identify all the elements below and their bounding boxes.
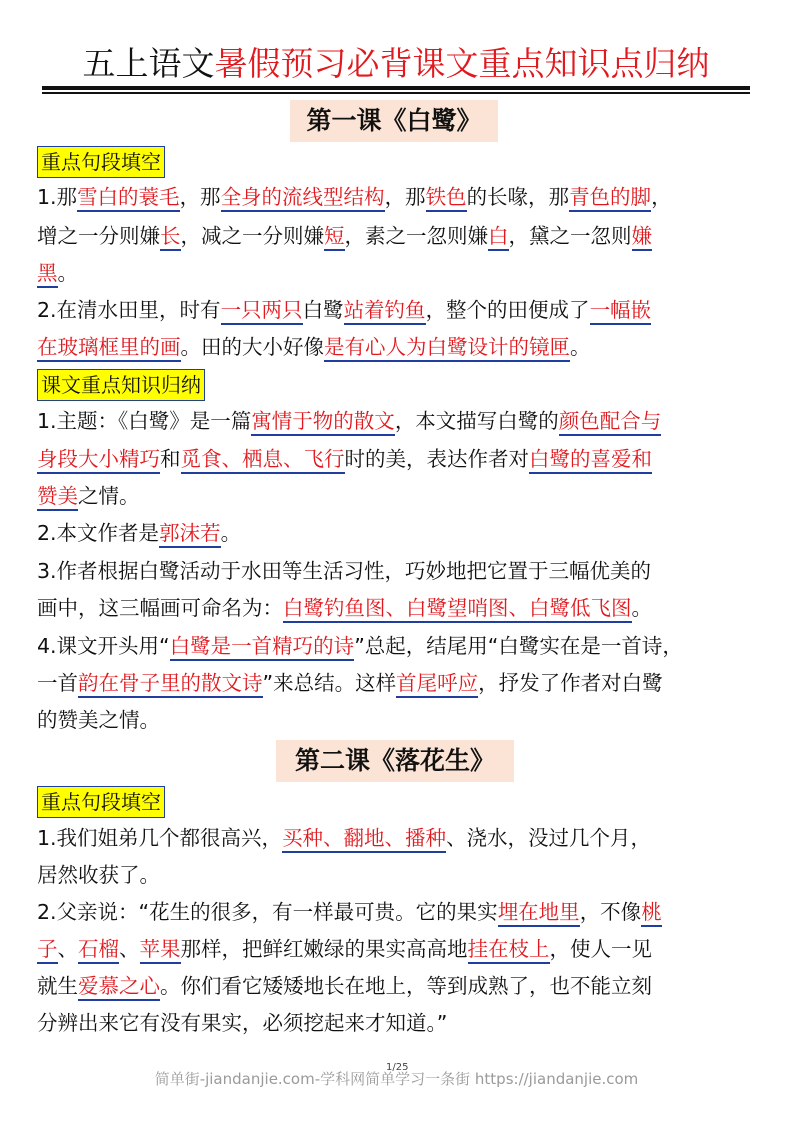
text-segment: 和 — [160, 447, 181, 471]
text-segment: 。田的大小好像 — [180, 335, 324, 359]
lesson-heading: 第二课《落花生》 — [276, 740, 514, 782]
highlighted-answer: 白鹭的喜爱和 — [529, 447, 652, 474]
text-segment: 1.那 — [37, 185, 78, 209]
text-segment: 增之一分则嫌 — [37, 224, 160, 248]
highlighted-answer: 首尾呼应 — [396, 671, 478, 698]
page-number: 1/25 — [386, 1062, 409, 1073]
text-line — [37, 406, 661, 436]
text-segment: 分辨出来它有没有果实，必须挖起来才知道。” — [37, 1011, 448, 1035]
text-segment: 、浇水，没过几个月， — [446, 826, 652, 850]
text-line — [37, 593, 652, 623]
highlighted-answer: 苹果 — [140, 937, 181, 964]
text-line — [37, 823, 651, 853]
highlighted-answer: 白鹭钓鱼图、白鹭望哨图、白鹭低飞图 — [283, 596, 632, 623]
highlighted-answer: 站着钓鱼 — [344, 298, 426, 325]
text-segment: 那样，把鲜红嫩绿的果实高高地 — [180, 937, 468, 961]
highlighted-answer: 铁色 — [426, 185, 467, 212]
highlighted-answer: 颜色配合与 — [559, 409, 662, 436]
text-segment: ”来总结。这样 — [262, 671, 397, 695]
highlighted-answer: 赞美 — [37, 484, 78, 511]
title-rule-thick — [42, 86, 750, 90]
highlighted-answer: 石榴 — [78, 937, 119, 964]
lesson-heading: 第一课《白鹭》 — [290, 100, 498, 142]
title-main: 暑假预习必背课文重点知识点归纳 — [214, 44, 710, 83]
text-segment: 。 — [220, 521, 242, 545]
text-segment: 。 — [631, 596, 652, 620]
highlighted-answer: 寓情于物的散文 — [251, 409, 395, 436]
text-line — [37, 860, 160, 890]
highlighted-answer: 爱慕之心 — [78, 974, 160, 1001]
text-segment: ，使人一见 — [549, 937, 652, 961]
highlighted-answer: 子 — [37, 937, 58, 964]
text-line — [37, 221, 652, 251]
text-segment: 1.我们姐弟几个都很高兴， — [37, 826, 283, 850]
highlighted-answer: 身段大小精巧 — [37, 447, 160, 474]
highlighted-answer: 雪白的蓑毛 — [77, 185, 180, 212]
highlighted-answer: 买种、翻地、播种 — [282, 826, 446, 853]
text-segment: 居然收获了。 — [37, 863, 160, 887]
highlighted-answer: 桃 — [641, 900, 662, 927]
text-line — [37, 518, 241, 548]
text-line — [37, 705, 160, 735]
highlighted-answer: 白鹭是一首精巧的诗 — [170, 634, 355, 661]
footer-watermark: 简单街-jiandanjie.com-学科网简单学习一条街 https://jiandanjie.com — [154, 1070, 639, 1088]
highlighted-answer: 一幅嵌 — [590, 298, 652, 325]
highlighted-answer: 全身的流线型结构 — [221, 185, 385, 212]
text-segment: 就生 — [37, 974, 78, 998]
text-segment: ，那 — [384, 185, 426, 209]
text-line — [37, 971, 652, 1001]
highlighted-answer: 韵在骨子里的散文诗 — [78, 671, 263, 698]
highlighted-answer: 长 — [160, 224, 181, 251]
text-segment: 2.父亲说：“花生的很多，有一样最可贵。它的果实 — [37, 900, 498, 924]
text-segment: ，素之一忽则嫌 — [344, 224, 488, 248]
title-prefix: 五上语文 — [82, 44, 215, 83]
text-segment: 2.本文作者是 — [37, 521, 160, 545]
text-line — [37, 1008, 447, 1038]
text-segment: 时的美，表达作者对 — [344, 447, 529, 471]
text-segment: 。你们看它矮矮地长在地上，等到成熟了，也不能立刻 — [160, 974, 652, 998]
text-segment: 。 — [570, 335, 591, 359]
highlighted-answer: 觅食、栖息、飞行 — [181, 447, 345, 474]
text-segment: 、 — [57, 937, 78, 961]
text-line — [37, 444, 652, 474]
text-segment: ，抒发了作者对白鹭 — [478, 671, 663, 695]
highlighted-answer: 嫌 — [632, 224, 653, 251]
text-line — [37, 556, 651, 586]
text-line — [37, 934, 652, 964]
highlighted-answer: 郭沫若 — [159, 521, 221, 548]
text-line — [37, 897, 662, 927]
text-segment: ，黛之一忽则 — [508, 224, 632, 248]
text-segment: ， — [651, 185, 672, 209]
text-segment: 、 — [119, 937, 140, 961]
text-segment: 的长喙，那 — [466, 185, 570, 209]
text-line — [37, 182, 672, 212]
text-segment: 一首 — [37, 671, 78, 695]
highlighted-answer: 青色的脚 — [569, 185, 651, 212]
section-tag: 课文重点知识归纳 — [37, 369, 205, 401]
highlighted-answer: 一只两只 — [221, 298, 303, 325]
text-segment: 的赞美之情。 — [37, 708, 160, 732]
section-tag: 重点句段填空 — [37, 146, 165, 178]
text-segment: ”总起，结尾用“白鹭实在是一首诗， — [354, 634, 683, 658]
highlighted-answer: 在玻璃框里的画 — [37, 335, 181, 362]
text-line — [37, 631, 683, 661]
title-rule-thin — [42, 92, 750, 94]
text-line — [37, 258, 78, 288]
text-segment: ，不像 — [579, 900, 642, 924]
text-segment: ，那 — [179, 185, 221, 209]
text-segment: 2.在清水田里，时有 — [37, 298, 221, 322]
text-segment: 3.作者根据白鹭活动于水田等生活习性，巧妙地把它置于三幅优美的 — [37, 559, 652, 583]
highlighted-answer: 短 — [324, 224, 345, 251]
highlighted-answer: 挂在枝上 — [468, 937, 550, 964]
section-tag: 重点句段填空 — [37, 786, 165, 818]
text-segment: 。 — [57, 261, 78, 285]
text-segment: 画中，这三幅画可命名为： — [37, 596, 283, 620]
text-segment: 4.课文开头用“ — [37, 634, 170, 658]
highlighted-answer: 是有心人为白鹭设计的镜匣 — [324, 335, 570, 362]
text-segment: ，减之一分则嫌 — [180, 224, 324, 248]
highlighted-answer: 白 — [488, 224, 509, 251]
text-line — [37, 295, 651, 325]
text-segment: 之情。 — [78, 484, 140, 508]
text-segment: ，整个的田便成了 — [425, 298, 590, 322]
text-segment: ，本文描写白鹭的 — [394, 409, 559, 433]
text-line — [37, 481, 140, 511]
highlighted-answer: 黑 — [37, 261, 58, 288]
text-segment: 1.主题：《白鹭》是一篇 — [37, 409, 252, 433]
text-line — [37, 332, 591, 362]
text-line — [37, 668, 663, 698]
highlighted-answer: 埋在地里 — [498, 900, 580, 927]
text-segment: 白鹭 — [302, 298, 344, 322]
